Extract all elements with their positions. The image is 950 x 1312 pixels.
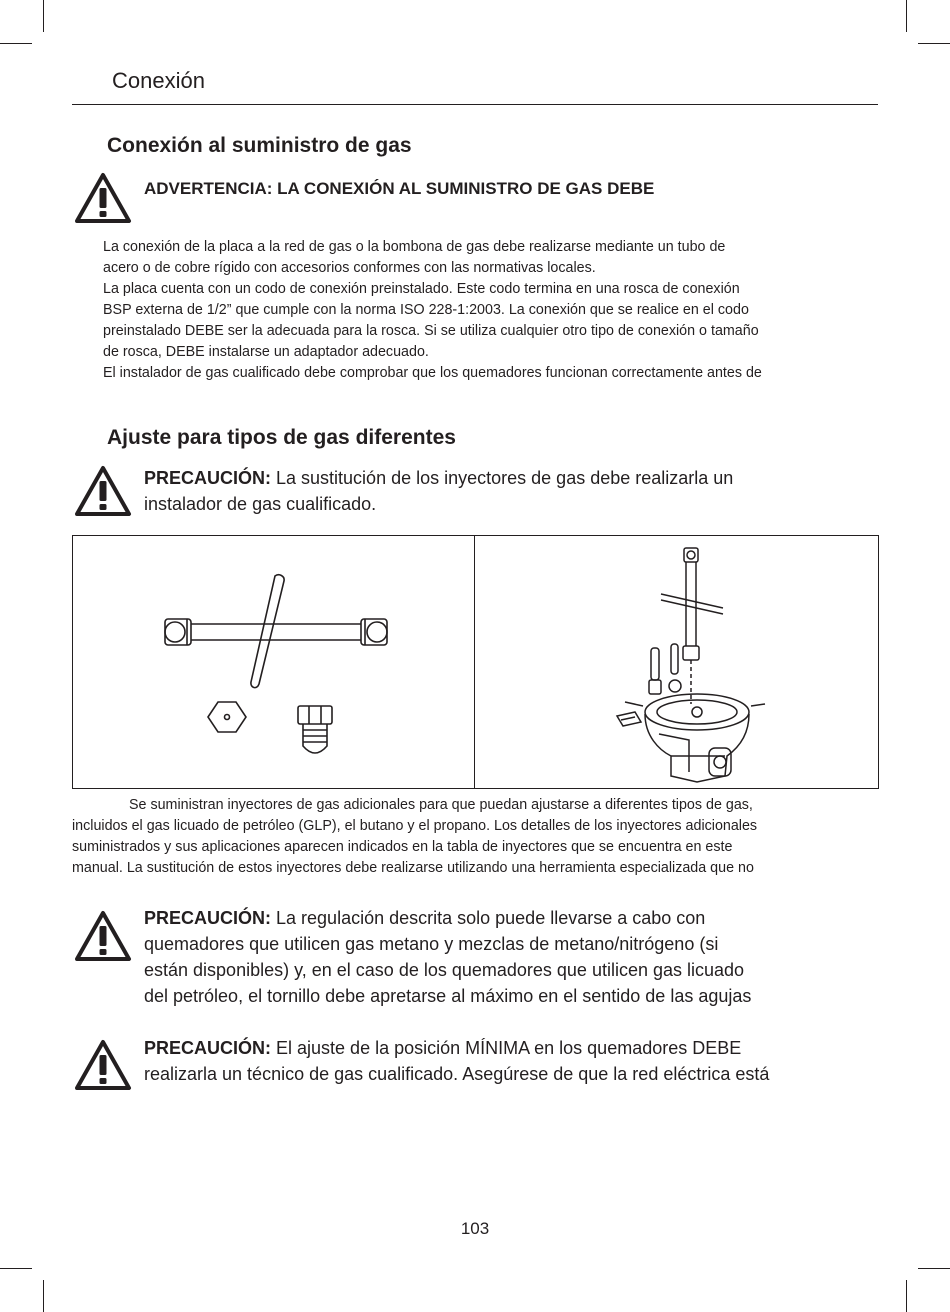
caution-text: del petróleo, el tornillo debe apretarse al máximo en el sentido de las agujas [144,986,752,1006]
paragraph-line: El instalador de gas cualificado debe comprobar que los quemadores funcionan correctamente antes de [103,365,762,381]
crop-mark [906,1280,907,1312]
caution-regulation [144,905,864,1009]
injectors-paragraph [72,795,757,879]
burner-injector-replacement-icon [475,536,878,788]
caution-label: PRECAUCIÓN: [144,908,272,928]
gas-supply-paragraph [103,237,762,384]
caution-minimum-position [144,1035,864,1087]
section-title-gas-supply: Conexión al suministro de gas [107,134,412,157]
page-header-title: Conexión [112,68,205,93]
paragraph-line: suministrados y sus aplicaciones aparecen indicados en la tabla de inyectores que se encuentra en este [72,839,733,855]
paragraph-line: BSP externa de 1/2” que cumple con la norma ISO 228-1:2003. La conexión que se realice en el codo [103,302,749,318]
header-divider [72,104,878,105]
paragraph-line: incluidos el gas licuado de petróleo (GLP), el butano y el propano. Los detalles de los inyectores adicionales [72,818,758,834]
warning-triangle-icon [73,171,133,225]
caution-label: PRECAUCIÓN: [144,1038,272,1058]
warning-triangle-icon [73,909,133,963]
crop-mark [906,0,907,32]
caution-text: El ajuste de la posición MÍNIMA en los quemadores DEBE [271,1038,742,1058]
crop-mark [0,1268,32,1269]
caution-text: quemadores que utilicen gas metano y mezclas de metano/nitrógeno (si [144,934,719,954]
crop-mark [43,0,44,32]
crop-mark [918,1268,950,1269]
caution-text: realizarla un técnico de gas cualificado. Asegúrese de que la red eléctrica está [144,1064,770,1084]
paragraph-line: La conexión de la placa a la red de gas o la bombona de gas debe realizarse mediante un tubo de [103,239,726,255]
paragraph-line: Se suministran inyectores de gas adicionales para que puedan ajustarse a diferentes tipos de gas, [129,797,753,813]
caution-text: instalador de gas cualificado. [144,494,377,514]
gas-supply-warning: ADVERTENCIA: LA CONEXIÓN AL SUMINISTRO DE GAS DEBE [144,179,655,198]
paragraph-line: acero o de cobre rígido con accesorios conformes con las normativas locales. [103,260,596,276]
page-number: 103 [460,1219,490,1238]
paragraph-line: preinstalado DEBE ser la adecuada para la rosca. Si se utiliza cualquier otro tipo de conexión o tamaño [103,323,759,339]
caution-text: están disponibles) y, en el caso de los quemadores que utilicen gas licuado [144,960,745,980]
caution-injector-replacement [144,465,864,517]
injector-spanner-icon [73,536,474,788]
warning-triangle-icon [73,464,133,518]
caution-label: PRECAUCIÓN: [144,468,272,488]
caution-text: La regulación descrita solo puede llevarse a cabo con [271,908,706,928]
warning-triangle-icon [73,1038,133,1092]
paragraph-line: manual. La sustitución de estos inyectores debe realizarse utilizando una herramienta especializada que no [72,860,754,876]
crop-mark [918,43,950,44]
crop-mark [0,43,32,44]
paragraph-line: de rosca, DEBE instalarse un adaptador adecuado. [103,344,429,360]
crop-mark [43,1280,44,1312]
paragraph-line: La placa cuenta con un codo de conexión preinstalado. Este codo termina en una rosca de conexión [103,281,740,297]
section-title-gas-types: Ajuste para tipos de gas diferentes [107,426,456,449]
caution-text: La sustitución de los inyectores de gas debe realizarla un [271,468,734,488]
